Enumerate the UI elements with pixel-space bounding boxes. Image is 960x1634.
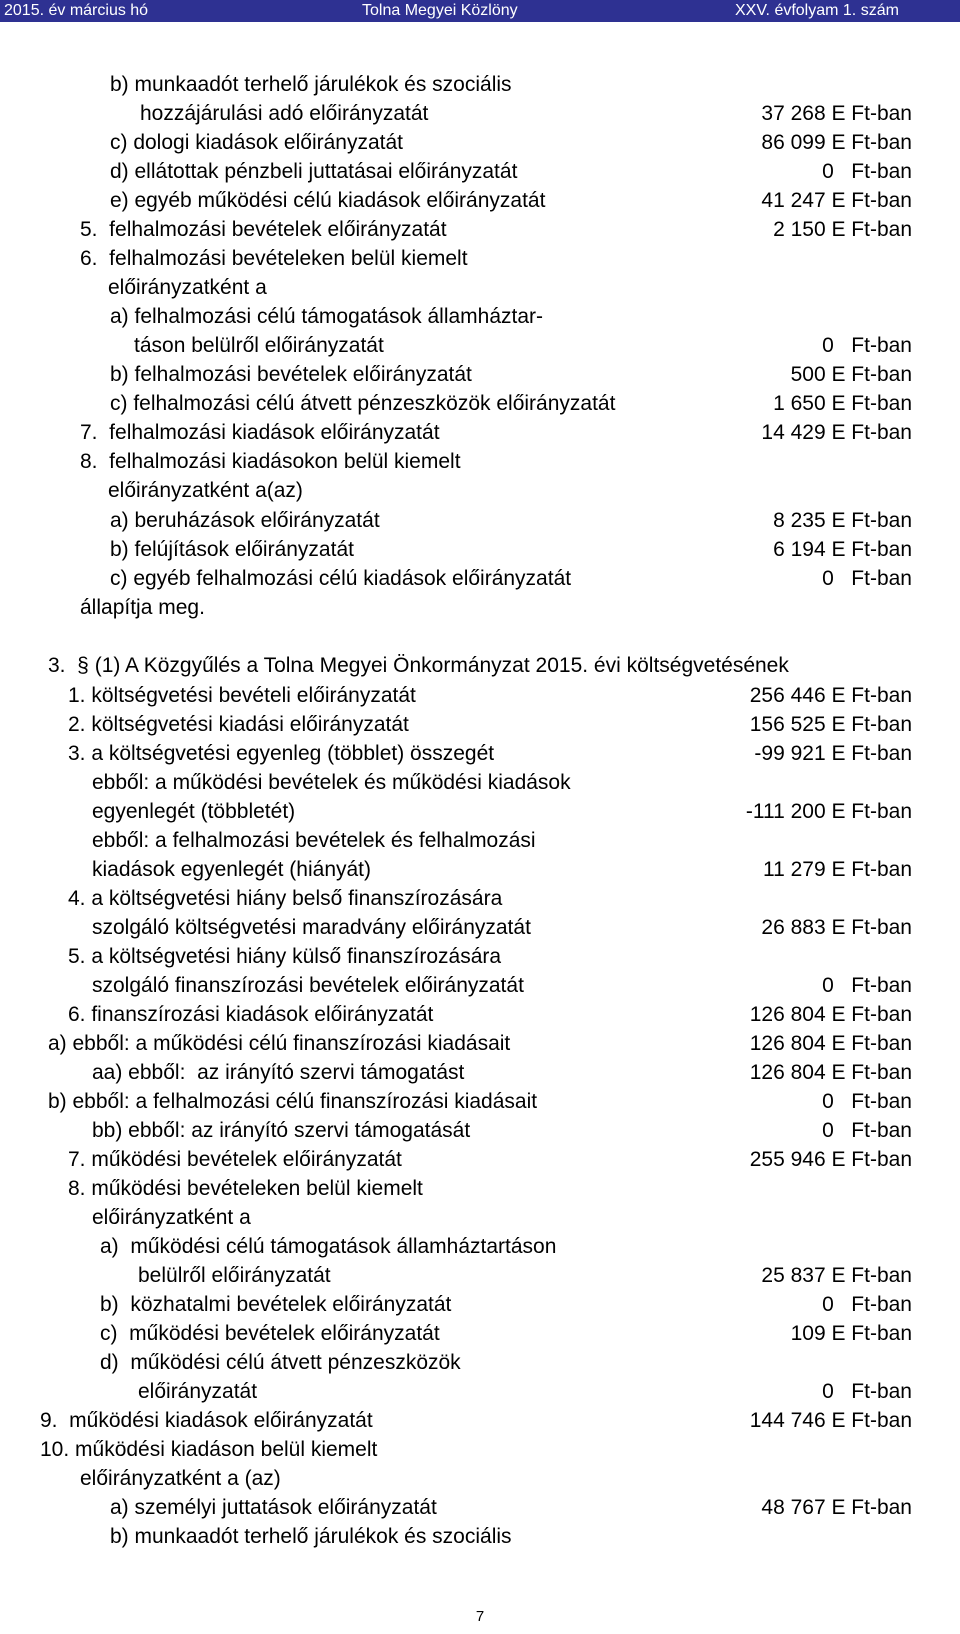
line-amount: 6 194 E Ft-ban xyxy=(773,538,912,561)
line-text: ebből: a felhalmozási bevételek és felhalmozási xyxy=(92,829,536,852)
line-text: 10. működési kiadáson belül kiemelt xyxy=(40,1438,378,1461)
line-text: táson belülről előirányzatát xyxy=(134,334,384,357)
page-number: 7 xyxy=(475,1608,485,1625)
line-text: b) ebből: a felhalmozási célú finanszírozási kiadásait xyxy=(48,1090,538,1113)
line-amount: 0 Ft-ban xyxy=(822,567,912,590)
line-amount: 255 946 E Ft-ban xyxy=(749,1148,912,1171)
line-text: b) munkaadót terhelő járulékok és szociális xyxy=(110,73,512,96)
line-amount: 26 883 E Ft-ban xyxy=(761,916,912,939)
line-amount: 126 804 E Ft-ban xyxy=(749,1061,912,1084)
line-text: kiadások egyenlegét (hiányát) xyxy=(92,858,372,881)
line-text: szolgáló finanszírozási bevételek előirányzatát xyxy=(92,974,524,997)
line-amount: -111 200 E Ft-ban xyxy=(745,800,912,823)
line-amount: 8 235 E Ft-ban xyxy=(773,509,912,532)
line-text: 8. felhalmozási kiadásokon belül kiemelt xyxy=(80,450,461,473)
line-amount: 11 279 E Ft-ban xyxy=(762,858,912,881)
line-amount: 86 099 E Ft-ban xyxy=(761,131,912,154)
line-text: egyenlegét (többletét) xyxy=(92,800,296,823)
line-text: 1. költségvetési bevételi előirányzatát xyxy=(68,684,416,707)
line-text: b) felújítások előirányzatát xyxy=(110,538,354,561)
line-text: 6. finanszírozási kiadások előirányzatát xyxy=(68,1003,434,1026)
line-text: a) felhalmozási célú támogatások államháztar- xyxy=(110,305,544,328)
line-text: bb) ebből: az irányító szervi támogatását xyxy=(92,1119,471,1142)
line-text: a) beruházások előirányzatát xyxy=(110,509,380,532)
line-text: 6. felhalmozási bevételeken belül kiemelt xyxy=(80,247,468,270)
line-amount: 14 429 E Ft-ban xyxy=(761,421,912,444)
line-text: előirányzatként a(az) xyxy=(108,479,303,502)
line-text: belülről előirányzatát xyxy=(138,1264,331,1287)
section-heading: 3. § (1) A Közgyűlés a Tolna Megyei Önkormányzat 2015. évi költségvetésének xyxy=(48,654,789,677)
line-amount: 126 804 E Ft-ban xyxy=(749,1003,912,1026)
line-amount: 500 E Ft-ban xyxy=(790,363,912,386)
line-amount: 256 446 E Ft-ban xyxy=(749,684,912,707)
line-text: c) egyéb felhalmozási célú kiadások előirányzatát xyxy=(110,567,572,590)
page-header xyxy=(0,0,960,22)
line-text: állapítja meg. xyxy=(80,596,205,619)
line-amount: 0 Ft-ban xyxy=(822,1380,912,1403)
line-amount: 126 804 E Ft-ban xyxy=(749,1032,912,1055)
line-text: szolgáló költségvetési maradvány előirányzatát xyxy=(92,916,531,939)
line-amount: 25 837 E Ft-ban xyxy=(761,1264,912,1287)
line-text: 9. működési kiadások előirányzatát xyxy=(40,1409,373,1432)
line-text: 5. a költségvetési hiány külső finanszírozására xyxy=(68,945,502,968)
header-date: 2015. év március hó xyxy=(4,2,149,19)
line-text: előirányzatként a (az) xyxy=(80,1467,281,1490)
line-text: c) működési bevételek előirányzatát xyxy=(100,1322,440,1345)
line-text: d) működési célú átvett pénzeszközök xyxy=(100,1351,461,1374)
line-text: előirányzatként a xyxy=(92,1206,251,1229)
line-amount: 0 Ft-ban xyxy=(822,974,912,997)
line-text: 2. költségvetési kiadási előirányzatát xyxy=(68,713,409,736)
line-amount: 41 247 E Ft-ban xyxy=(761,189,912,212)
line-text: 3. a költségvetési egyenleg (többlet) összegét xyxy=(68,742,495,765)
line-text: d) ellátottak pénzbeli juttatásai előirányzatát xyxy=(110,160,518,183)
line-amount: 37 268 E Ft-ban xyxy=(761,102,912,125)
line-amount: 109 E Ft-ban xyxy=(790,1322,912,1345)
line-text: b) felhalmozási bevételek előirányzatát xyxy=(110,363,472,386)
line-amount: 1 650 E Ft-ban xyxy=(773,392,912,415)
line-amount: 156 525 E Ft-ban xyxy=(749,713,912,736)
line-text: c) felhalmozási célú átvett pénzeszközök előirányzatát xyxy=(110,392,616,415)
line-amount: 0 Ft-ban xyxy=(822,1119,912,1142)
line-amount: 0 Ft-ban xyxy=(822,1293,912,1316)
header-title: Tolna Megyei Közlöny xyxy=(362,2,518,19)
line-text: b) munkaadót terhelő járulékok és szociális xyxy=(110,1525,512,1548)
line-amount: 2 150 E Ft-ban xyxy=(773,218,912,241)
line-amount: 0 Ft-ban xyxy=(822,334,912,357)
line-text: 4. a költségvetési hiány belső finanszírozására xyxy=(68,887,503,910)
line-amount: 48 767 E Ft-ban xyxy=(761,1496,912,1519)
line-amount: 144 746 E Ft-ban xyxy=(749,1409,912,1432)
line-text: aa) ebből: az irányító szervi támogatást xyxy=(92,1061,465,1084)
line-text: 8. működési bevételeken belül kiemelt xyxy=(68,1177,423,1200)
line-text: a) ebből: a működési célú finanszírozási kiadásait xyxy=(48,1032,511,1055)
line-text: előirányzatként a xyxy=(108,276,267,299)
line-text: c) dologi kiadások előirányzatát xyxy=(110,131,403,154)
header-volume: XXV. évfolyam 1. szám xyxy=(735,2,899,19)
line-text: e) egyéb működési célú kiadások előirányzatát xyxy=(110,189,546,212)
line-text: a) személyi juttatások előirányzatát xyxy=(110,1496,437,1519)
line-text: 5. felhalmozási bevételek előirányzatát xyxy=(80,218,447,241)
line-text: hozzájárulási adó előirányzatát xyxy=(140,102,429,125)
line-text: ebből: a működési bevételek és működési kiadások xyxy=(92,771,571,794)
line-amount: 0 Ft-ban xyxy=(822,160,912,183)
line-text: a) működési célú támogatások államháztartáson xyxy=(100,1235,557,1258)
line-amount: -99 921 E Ft-ban xyxy=(754,742,912,765)
line-amount: 0 Ft-ban xyxy=(822,1090,912,1113)
line-text: 7. működési bevételek előirányzatát xyxy=(68,1148,402,1171)
line-text: 7. felhalmozási kiadások előirányzatát xyxy=(80,421,440,444)
line-text: b) közhatalmi bevételek előirányzatát xyxy=(100,1293,452,1316)
line-text: előirányzatát xyxy=(138,1380,258,1403)
